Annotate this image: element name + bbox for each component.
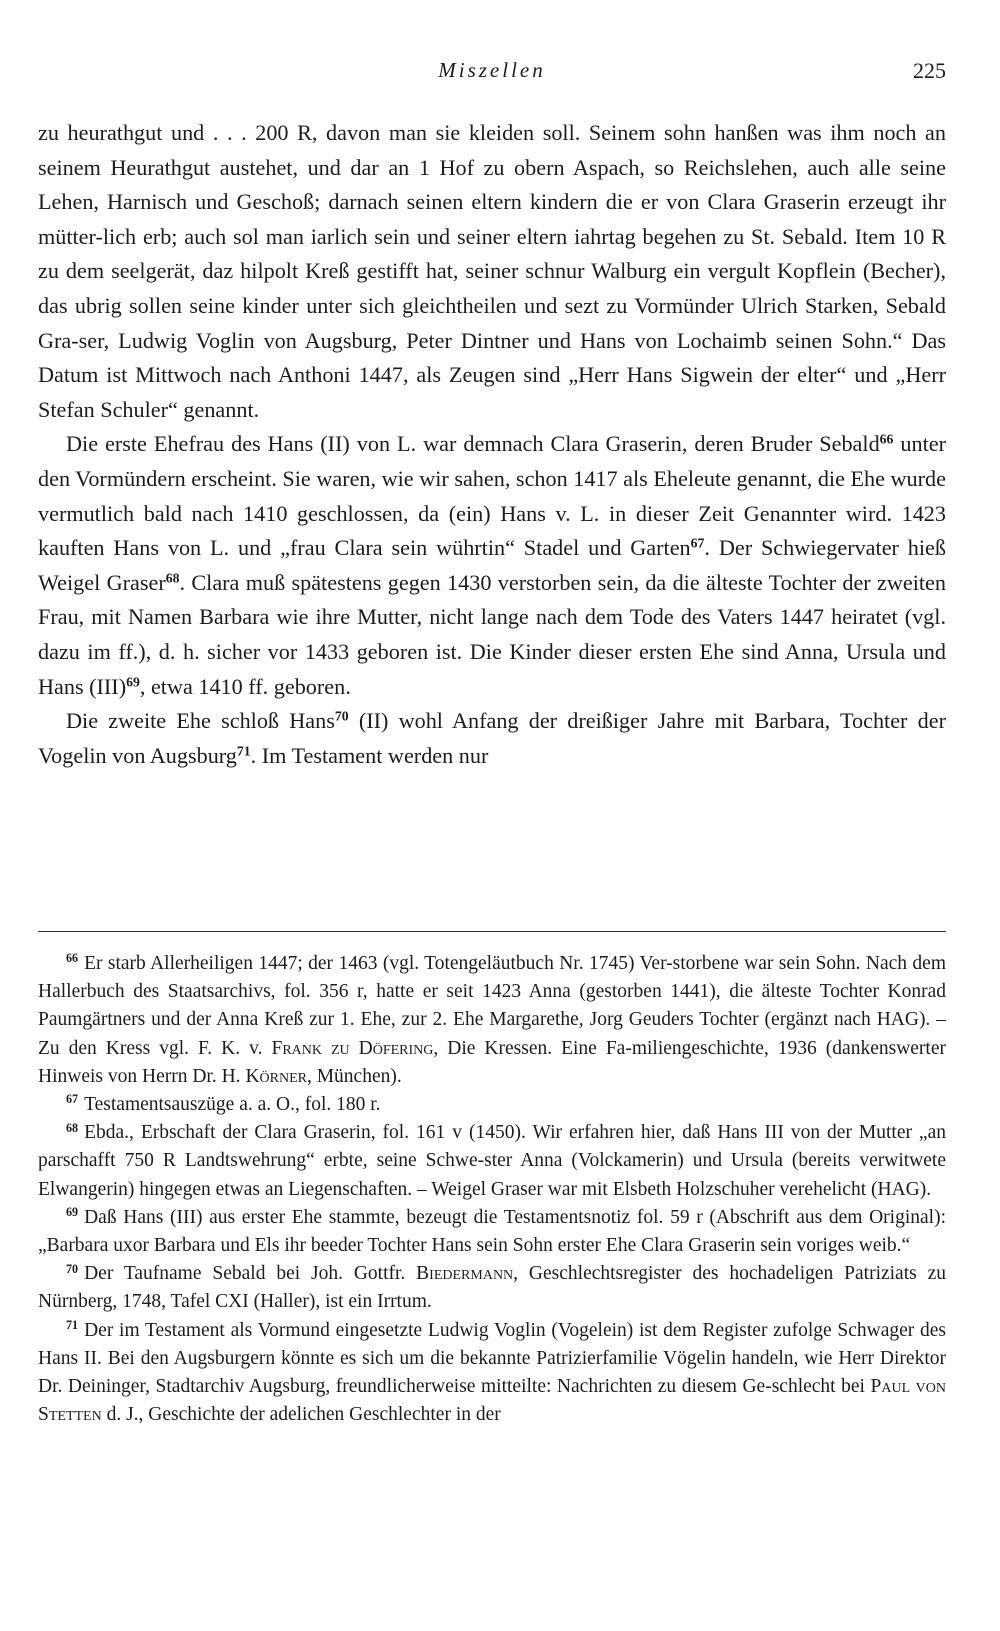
- footnote-text: Ebda., Erbschaft der Clara Graserin, fol. 161 v (1450). Wir erfahren hier, daß Hans III von der Mutter „an parschafft 750 R Landtswehrung“ erbte, seine Schwe-ster Anna (Volckamerin) und Ursula (bereits verwitwete Elwangerin) hingegen etwas an Liegenschaften. – Weigel Graser war mit Elsbeth Holzschuher verehelicht (HAG).: [38, 1122, 946, 1200]
- footnote-text: d. J., Geschichte der adelichen Geschlechter in der: [101, 1404, 501, 1426]
- footnote-text: Der Taufname Sebald bei Joh. Gottfr.: [84, 1263, 417, 1285]
- paragraph-2-text-e: , etwa 1410 ff. geboren.: [139, 673, 351, 699]
- paragraph-1-text: zu heurathgut und . . . 200 R, davon man sie kleiden soll. Seinem sohn hanßen was ihm noch an seinem Heurathgut austehet, und dar an 1 Hof zu obern Aspach, so Reichslehen, auch alle seine Lehen, Harnisch und Geschoß; darnach seinen eltern kindern die er von Clara Graserin erzeugt ihr mütter-lich erb; auch sol man iarlich sein und seiner eltern iahrtag begehen zu St. Sebald. Item 10 R zu dem seelgerät, daz hilpolt Kreß gestifft hat, seiner schnur Walburg ein vergult Kopflein (Becher), das ubrig sollen seine kinder unter sich gleichtheilen und sezt zu Vormünder Ulrich Starken, Sebald Gra-ser, Ludwig Voglin von Augsburg, Peter Dintner und Hans von Lochaimb seinen Sohn.“ Das Datum ist Mittwoch nach Anthoni 1447, als Zeugen sind „Herr Hans Sigwein der elter“ und „Herr Stefan Schuler“ genannt.: [38, 120, 946, 422]
- footnote-ref-67[interactable]: 67: [690, 535, 705, 551]
- footnote-66: [38, 950, 946, 1091]
- paragraph-2-text-a: Die erste Ehefrau des Hans (II) von L. war demnach Clara Graserin, deren Bruder Sebald: [66, 431, 880, 457]
- footnote-number: 71: [66, 1318, 79, 1332]
- footnote-number: 68: [66, 1120, 79, 1135]
- author-name: Körner: [245, 1065, 307, 1087]
- footnote-divider: [38, 931, 946, 932]
- footnote-text: Testamentsauszüge a. a. O., fol. 180 r.: [84, 1094, 381, 1116]
- footnote-68: [38, 1119, 946, 1204]
- author-name: Frank zu Döfering: [271, 1037, 434, 1059]
- paragraph-2-text-d: . Clara muß spätestens gegen 1430 verstorben sein, da die älteste Tochter der zweiten Frau, mit Namen Barbara wie ihre Mutter, nicht lange nach dem Tode des Vaters 1447 heiratet (vgl. dazu im ff.), d. h. sicher vor 1433 geboren ist. Die Kinder dieser ersten Ehe sind Anna, Ursula und Hans (III): [38, 569, 946, 699]
- footnote-number: 70: [66, 1261, 79, 1276]
- paragraph-3: [38, 704, 946, 773]
- footnote-67: [38, 1091, 946, 1119]
- footnote-71: [38, 1317, 946, 1430]
- paragraph-3-text-b: (II) wohl Anfang der dreißiger Jahre mit Barbara, Tochter der Vogelin von Augsburg: [38, 708, 947, 768]
- page-number: 225: [913, 58, 946, 83]
- running-head: [38, 58, 946, 92]
- footnote-number: 66: [66, 951, 79, 966]
- paragraph-2-text-b: unter den Vormündern erscheint. Sie waren, wie wir sahen, schon 1417 als Eheleute genannt, die Ehe wurde vermutlich bald nach 1410 geschlossen, da (ein) Hans v. L. in dieser Zeit Genannter wird. 1423 kauften Hans von L. und „frau Clara sein wührtin“ Stadel und Garten: [38, 431, 946, 561]
- footnote-text: , München).: [306, 1065, 402, 1087]
- footnote-text: Er starb Allerheiligen 1447; der 1463 (vgl. Totengeläutbuch Nr. 1745) Ver-storbene war sein Sohn. Nach dem Hallerbuch des Staatsarchivs, fol. 356 r, hatte er seit 1423 Anna (gestorben 1441), die älteste Tochter Konrad Paumgärtners und der Anna Kreß zur 1. Ehe, zur 2. Ehe Margarethe, Jorg Geuders Tochter (ergänzt nach HAG). – Zu den Kress vgl. F. K. v.: [38, 953, 946, 1059]
- footnote-ref-69[interactable]: 69: [126, 673, 140, 689]
- paragraph-3-text-c: . Im Testament werden nur: [250, 742, 489, 768]
- footnote-ref-68[interactable]: 68: [165, 570, 180, 586]
- footnote-ref-66[interactable]: 66: [879, 431, 894, 447]
- author-name: Biedermann: [416, 1263, 514, 1285]
- footnote-70: [38, 1260, 946, 1316]
- paragraph-2: [38, 427, 946, 704]
- footnote-text: , Geschlechtsregister des hochadeligen Patriziats zu Nürnberg, 1748, Tafel CXI (Haller), ist ein Irrtum.: [38, 1263, 946, 1313]
- footnote-text: Daß Hans (III) aus erster Ehe stammte, bezeugt die Testamentsnotiz fol. 59 r (Abschrift aus dem Original): „Barbara uxor Barbara und Els ihr beeder Tochter Hans sein Sohn erster Ehe Clara Graserin sein voriges weib.“: [38, 1206, 946, 1257]
- paragraph-3-text-a: Die zweite Ehe schloß Hans: [66, 708, 335, 734]
- footnotes: [38, 950, 946, 1429]
- author-name: Paul von Stetten: [38, 1376, 946, 1426]
- footnote-ref-70[interactable]: 70: [334, 708, 349, 724]
- footnote-69: [38, 1204, 946, 1260]
- footnote-text: , Die Kressen. Eine Fa-miliengeschichte, 1936 (dankenswerter Hinweis von Herrn Dr. H.: [38, 1037, 946, 1087]
- footnote-number: 69: [66, 1205, 79, 1220]
- footnote-ref-71[interactable]: 71: [236, 743, 251, 759]
- running-title: Miszellen: [438, 58, 546, 82]
- paragraph-2-text-c: . Der Schwiegervater hieß Weigel Graser: [38, 535, 947, 595]
- footnote-number: 67: [66, 1092, 79, 1107]
- body-text: [38, 116, 946, 773]
- paragraph-1: [38, 116, 946, 427]
- footnote-text: Der im Testament als Vormund eingesetzte Ludwig Voglin (Vogelein) ist dem Register zufolge Schwager des Hans II. Bei den Augsburgern könnte es sich um die bekannte Patrizierfamilie Vögelin handeln, wie Herr Direktor Dr. Deininger, Stadtarchiv Augsburg, freundlicherweise mitteilte: Nachrichten zu diesem Ge-schlecht bei: [38, 1319, 946, 1398]
